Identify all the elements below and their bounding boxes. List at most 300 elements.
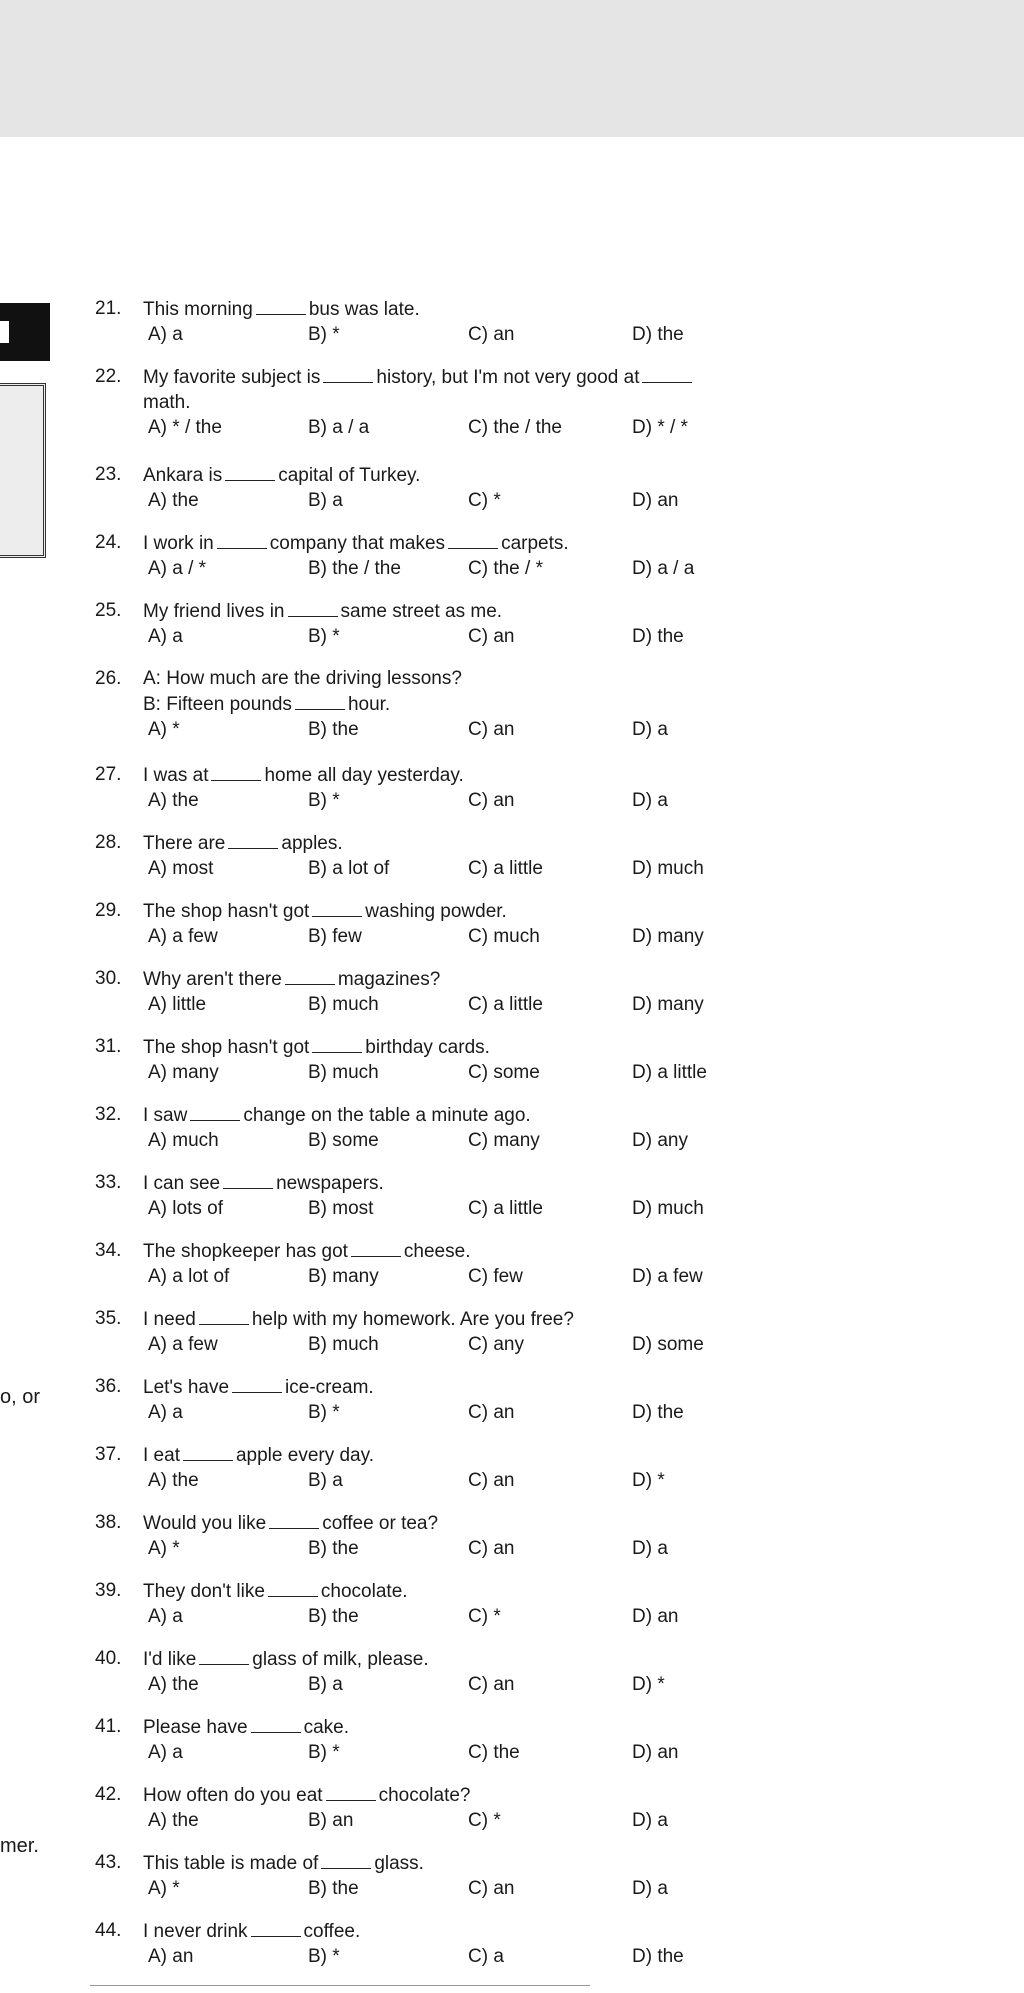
answer-option-a[interactable]: A) a [148,1606,183,1627]
question-stem [95,898,815,924]
answer-options [95,717,815,742]
answer-option-d[interactable]: D) many [632,994,704,1015]
answer-option-c[interactable]: C) an [468,1402,515,1423]
answer-option-c[interactable]: C) an [468,719,515,740]
answer-option-c[interactable]: C) some [468,1062,540,1083]
question-number: 38. [95,1512,122,1533]
question-stem [95,1850,815,1876]
question-stem-part: The shopkeeper has got [143,1241,348,1262]
bottom-rule [90,1985,590,1986]
answer-blank [183,1442,233,1461]
question-item [95,1306,815,1357]
question-number: 24. [95,532,122,553]
question-stem-part: B: Fifteen pounds [143,694,292,715]
question-text [143,1850,424,1876]
answer-blank [312,898,362,917]
answer-option-b[interactable]: B) much [308,1062,379,1083]
question-stem [95,462,815,488]
answer-options [95,1536,815,1561]
question-stem-part: This table is made of [143,1853,319,1874]
answer-option-a[interactable]: A) a [148,1402,183,1423]
answer-options [95,788,815,813]
answer-option-a[interactable]: A) much [148,1130,219,1151]
question-stem-part: history, but I'm not very good at [376,367,640,388]
question-stem-part: I never drink [143,1921,248,1942]
question-number: 33. [95,1172,122,1193]
answer-option-c[interactable]: C) an [468,1470,515,1491]
question-number: 37. [95,1444,122,1465]
answer-options [95,1400,815,1425]
question-stem-part: cheese. [403,1241,471,1262]
answer-options [95,415,815,440]
question-stem [95,1510,815,1536]
answer-options [95,1060,815,1085]
answer-option-b[interactable]: B) * [308,626,340,647]
question-stem [95,1170,815,1196]
question-item [95,1646,815,1697]
answer-options [95,1672,815,1697]
question-stem-part: I'd like [143,1649,197,1670]
question-number: 23. [95,464,122,485]
question-stem-part: I was at [143,765,209,786]
question-number: 39. [95,1580,122,1601]
answer-blank [326,1782,376,1801]
answer-options [95,1332,815,1357]
question-text [143,462,420,488]
answer-option-c[interactable]: C) an [468,626,515,647]
answer-options [95,1876,815,1901]
question-item [95,598,815,649]
question-text [143,364,695,390]
answer-option-d[interactable]: D) any [632,1130,688,1151]
answer-option-c[interactable]: C) much [468,926,540,947]
question-stem-part: hour. [347,694,391,715]
question-stem [95,1034,815,1060]
answer-blank [256,296,306,315]
answer-options [95,1196,815,1221]
question-item [95,462,815,513]
question-number: 26. [95,668,122,689]
question-item [95,762,815,813]
answer-option-b[interactable]: B) most [308,1198,374,1219]
question-stem [95,1782,815,1808]
question-text [143,1782,470,1808]
question-stem [95,1578,815,1604]
answer-options [95,1740,815,1765]
answer-option-a[interactable]: A) little [148,994,207,1015]
question-text [143,966,440,992]
answer-blank [251,1918,301,1937]
question-stem [95,1102,815,1128]
answer-option-b[interactable]: B) a [308,490,343,511]
question-text [143,1578,408,1604]
question-number: 41. [95,1716,122,1737]
question-number: 21. [95,298,122,319]
answer-option-c[interactable]: C) * [468,1810,501,1831]
answer-option-a[interactable]: A) the [148,790,199,811]
answer-option-a[interactable]: A) a few [148,1334,218,1355]
answer-option-b[interactable]: B) some [308,1130,379,1151]
answer-blank [351,1238,401,1257]
question-stem [95,296,815,322]
answer-options [95,322,815,347]
question-stem [95,1646,815,1672]
answer-option-b[interactable]: B) the [308,1606,359,1627]
answer-options [95,1604,815,1629]
answer-option-b[interactable]: B) much [308,1334,379,1355]
question-number: 22. [95,366,122,387]
answer-option-d[interactable]: D) a [632,790,668,811]
answer-option-d[interactable]: D) an [632,1606,679,1627]
question-text [143,530,569,556]
question-stem-part: There are [143,833,226,854]
question-item [95,1102,815,1153]
question-stem [95,1238,815,1264]
answer-option-d[interactable]: D) a little [632,1062,707,1083]
question-stem [95,1918,815,1944]
answer-options [95,624,815,649]
question-stem-part: How often do you eat [143,1785,323,1806]
question-stem-part: washing powder. [365,901,507,922]
answer-blank [295,691,345,710]
answer-blank [217,530,267,549]
question-stem [95,1442,815,1468]
answer-blank [211,762,261,781]
answer-option-a[interactable]: A) many [148,1062,219,1083]
question-stem-part: I work in [143,533,214,554]
answer-option-a[interactable]: A) a lot of [148,1266,230,1287]
answer-blank [323,364,373,383]
question-text [143,1306,574,1332]
answer-blank [312,1034,362,1053]
answer-options [95,488,815,513]
answer-options [95,1808,815,1833]
answer-blank [642,364,692,383]
question-stem-part: Would you like [143,1513,267,1534]
question-item [95,1850,815,1901]
question-text [143,898,507,924]
question-stem-part: The shop hasn't got [143,901,310,922]
question-number: 32. [95,1104,122,1125]
question-stem-part: The shop hasn't got [143,1037,310,1058]
question-item [95,1578,815,1629]
question-item [95,1782,815,1833]
question-stem-part: apple every day. [235,1445,374,1466]
question-stem-part: birthday cards. [365,1037,490,1058]
question-stem-part: Ankara is [143,465,223,486]
question-item [95,666,815,742]
answer-option-d[interactable]: D) the [632,1946,684,1967]
answer-option-a[interactable]: A) the [148,490,199,511]
question-stem-part: Let's have [143,1377,230,1398]
question-stem-part: cake. [303,1717,349,1738]
question-stem-part: coffee. [303,1921,361,1942]
answer-option-c[interactable]: C) an [468,324,515,345]
question-item [95,1170,815,1221]
answer-option-c[interactable]: C) an [468,790,515,811]
answer-option-d[interactable]: D) a [632,1538,668,1559]
answer-option-a[interactable]: A) * [148,1878,180,1899]
question-stem-part: change on the table a minute ago. [243,1105,531,1126]
answer-option-c[interactable]: C) the [468,1742,520,1763]
answer-option-a[interactable]: A) most [148,858,214,879]
answer-option-d[interactable]: D) an [632,1742,679,1763]
question-item [95,1374,815,1425]
question-stem-part: I eat [143,1445,180,1466]
answer-option-d[interactable]: D) much [632,1198,704,1219]
answer-option-a[interactable]: A) a [148,626,183,647]
question-stem-part: magazines? [337,969,441,990]
answer-option-d[interactable]: D) * / * [632,417,688,438]
answer-blank [448,530,498,549]
question-stem-part: This morning [143,299,253,320]
answer-option-d[interactable]: D) a / a [632,558,695,579]
question-item [95,1442,815,1493]
answer-blank [199,1646,249,1665]
answer-option-c[interactable]: C) the / the [468,417,562,438]
question-text [143,1442,374,1468]
answer-option-c[interactable]: C) an [468,1674,515,1695]
answer-option-a[interactable]: A) an [148,1946,194,1967]
answer-blank [321,1850,371,1869]
answer-option-d[interactable]: D) * [632,1470,665,1491]
question-stem [95,762,815,788]
answer-option-b[interactable]: B) the [308,1878,359,1899]
question-number: 27. [95,764,122,785]
question-item [95,1510,815,1561]
answer-option-c[interactable]: C) the / * [468,558,543,579]
answer-option-b[interactable]: B) the [308,719,359,740]
answer-option-b[interactable]: B) a / a [308,417,370,438]
question-stem [95,364,815,390]
answer-option-a[interactable]: A) the [148,1674,199,1695]
question-stem-part: I need [143,1309,196,1330]
answer-option-b[interactable]: B) * [308,790,340,811]
question-stem-part: same street as me. [340,601,503,622]
answer-option-b[interactable]: B) * [308,1946,340,1967]
answer-options [95,1264,815,1289]
side-panel-box [0,383,46,558]
answer-option-c[interactable]: C) a little [468,994,543,1015]
edge-text-2: mer. [0,1835,39,1857]
question-stem-part: home all day yesterday. [264,765,464,786]
question-text [143,1918,360,1944]
question-stem-part: chocolate? [378,1785,471,1806]
question-text [143,1102,531,1128]
question-item [95,1918,815,1969]
question-text [143,1170,384,1196]
answer-option-c[interactable]: C) an [468,1878,515,1899]
answer-option-d[interactable]: D) the [632,626,684,647]
answer-option-a[interactable]: A) the [148,1470,199,1491]
question-stem-part: capital of Turkey. [278,465,421,486]
question-number: 36. [95,1376,122,1397]
top-gray-band [0,0,1024,137]
answer-option-b[interactable]: B) a [308,1674,343,1695]
answer-blank [232,1374,282,1393]
question-stem [95,530,815,556]
answer-option-b[interactable]: B) the / the [308,558,401,579]
question-number: 35. [95,1308,122,1329]
question-number: 34. [95,1240,122,1261]
question-stem-part: ice-cream. [285,1377,374,1398]
answer-option-b[interactable]: B) * [308,324,340,345]
answer-option-c[interactable]: C) * [468,1606,501,1627]
answer-options [95,1468,815,1493]
question-item [95,1034,815,1085]
question-stem-part: Please have [143,1717,248,1738]
question-number: 40. [95,1648,122,1669]
question-stem [95,666,815,691]
question-stem [95,966,815,992]
question-item [95,296,815,347]
answer-blank [285,966,335,985]
question-stem-part: glass. [374,1853,424,1874]
question-stem-part: company that makes [269,533,446,554]
question-stem [95,1374,815,1400]
answer-option-b[interactable]: B) many [308,1266,379,1287]
question-stem-part: coffee or tea? [322,1513,439,1534]
answer-option-d[interactable]: D) an [632,490,679,511]
answer-option-b[interactable]: B) * [308,1742,340,1763]
answer-options [95,1128,815,1153]
answer-option-c[interactable]: C) a [468,1946,504,1967]
answer-option-b[interactable]: B) much [308,994,379,1015]
question-number: 42. [95,1784,122,1805]
question-item [95,1238,815,1289]
question-text [143,1510,438,1536]
question-stem-part: apples. [281,833,343,854]
answer-option-d[interactable]: D) * [632,1674,665,1695]
answer-option-a[interactable]: A) a / * [148,558,207,579]
question-stem-part: glass of milk, please. [252,1649,429,1670]
answer-blank [268,1578,318,1597]
question-item [95,898,815,949]
answer-blank [190,1102,240,1121]
question-item [95,364,815,440]
answer-options [95,992,815,1017]
answer-option-c[interactable]: C) many [468,1130,540,1151]
answer-option-a[interactable]: A) lots of [148,1198,223,1219]
answer-options [95,1944,815,1969]
answer-option-a[interactable]: A) a [148,1742,183,1763]
question-stem [95,598,815,624]
section-tab-marker [0,303,50,361]
answer-option-b[interactable]: B) few [308,926,362,947]
question-stem-part: They don't like [143,1581,265,1602]
question-number: 28. [95,832,122,853]
question-stem-part: I can see [143,1173,221,1194]
answer-option-d[interactable]: D) many [632,926,704,947]
answer-option-a[interactable]: A) * [148,1538,180,1559]
answer-option-b[interactable]: B) a lot of [308,858,390,879]
answer-blank [288,598,338,617]
question-text [143,1374,374,1400]
answer-option-a[interactable]: A) * / the [148,417,222,438]
edge-text-1: o, or [0,1386,41,1408]
question-text [143,666,462,691]
question-stem-part: My friend lives in [143,601,285,622]
answer-option-d[interactable]: D) a [632,1810,668,1831]
question-stem-part: help with my homework. Are you free? [251,1309,574,1330]
answer-option-b[interactable]: B) * [308,1402,340,1423]
answer-option-b[interactable]: B) a [308,1470,343,1491]
question-continuation [95,691,815,717]
question-continuation: math. [143,392,191,413]
question-stem-part: I saw [143,1105,188,1126]
answer-blank [228,830,278,849]
answer-option-d[interactable]: D) a [632,1878,668,1899]
question-text [143,1034,490,1060]
answer-options [95,856,815,881]
answer-option-d[interactable]: D) some [632,1334,704,1355]
question-item [95,1714,815,1765]
answer-option-d[interactable]: D) much [632,858,704,879]
question-text [143,1646,429,1672]
question-number: 44. [95,1920,122,1941]
answer-blank [199,1306,249,1325]
answer-option-b[interactable]: B) the [308,1538,359,1559]
question-stem-part: newspapers. [276,1173,384,1194]
question-stem-part: A: How much are the driving lessons? [143,668,462,689]
question-text [143,1238,470,1264]
answer-option-b[interactable]: B) an [308,1810,354,1831]
answer-option-a[interactable]: A) a few [148,926,218,947]
question-text [143,762,464,788]
answer-option-a[interactable]: A) a [148,324,183,345]
answer-option-c[interactable]: C) few [468,1266,523,1287]
question-stem [95,1306,815,1332]
answer-option-d[interactable]: D) the [632,1402,684,1423]
question-stem-part: carpets. [501,533,569,554]
answer-option-c[interactable]: C) any [468,1334,524,1355]
answer-option-d[interactable]: D) a [632,719,668,740]
question-number: 25. [95,600,122,621]
question-stem-part: bus was late. [308,299,420,320]
question-stem-part: chocolate. [320,1581,408,1602]
answer-blank [269,1510,319,1529]
question-text [143,598,502,624]
question-text [143,1714,349,1740]
answer-option-d[interactable]: D) a few [632,1266,703,1287]
question-number: 30. [95,968,122,989]
question-stem-part: Why aren't there [143,969,282,990]
question-number: 43. [95,1852,122,1873]
question-item [95,830,815,881]
answer-option-c[interactable]: C) a little [468,1198,543,1219]
answer-option-c[interactable]: C) an [468,1538,515,1559]
answer-option-a[interactable]: A) * [148,719,180,740]
question-stem-part: My favorite subject is [143,367,321,388]
question-text [143,830,343,856]
answer-option-a[interactable]: A) the [148,1810,199,1831]
question-stem [95,830,815,856]
answer-options [95,556,815,581]
answer-blank [223,1170,273,1189]
question-number: 31. [95,1036,122,1057]
question-text [143,296,420,322]
answer-option-d[interactable]: D) the [632,324,684,345]
answer-options [95,924,815,949]
question-number: 29. [95,900,122,921]
answer-blank [251,1714,301,1733]
answer-option-c[interactable]: C) * [468,490,501,511]
answer-blank [225,462,275,481]
question-stem [95,1714,815,1740]
answer-option-c[interactable]: C) a little [468,858,543,879]
question-item [95,530,815,581]
question-item [95,966,815,1017]
